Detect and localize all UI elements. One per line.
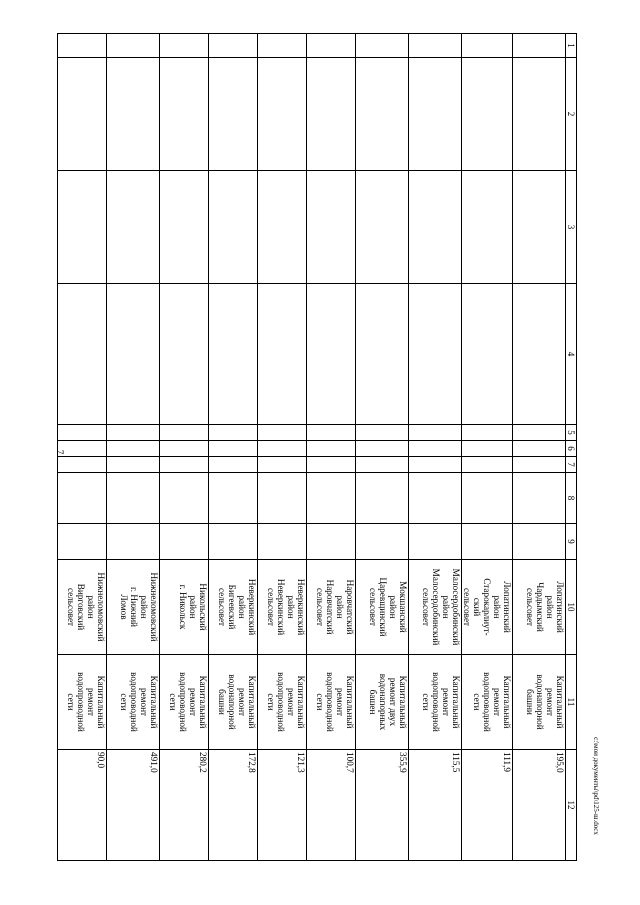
empty-cell bbox=[58, 171, 107, 284]
empty-cell bbox=[513, 34, 566, 58]
page-number-text: 7 bbox=[55, 449, 65, 455]
empty-cell bbox=[209, 284, 258, 425]
empty-cell bbox=[356, 441, 409, 457]
work-cell: Капитальный ремонт водопроводной сети bbox=[58, 655, 107, 750]
amount-cell: 90,0 bbox=[58, 750, 107, 861]
amount-cell: 491,0 bbox=[107, 750, 160, 861]
empty-cell bbox=[258, 58, 307, 171]
district-cell: Неверкинский район Бигеевский сельсовет bbox=[209, 560, 258, 655]
empty-cell bbox=[160, 524, 209, 560]
header-cell: 4 bbox=[566, 284, 577, 425]
empty-cell bbox=[160, 473, 209, 524]
table-row bbox=[356, 34, 409, 861]
empty-cell bbox=[513, 473, 566, 524]
table-body bbox=[58, 34, 577, 861]
empty-cell bbox=[513, 58, 566, 171]
empty-cell bbox=[160, 171, 209, 284]
funding-table bbox=[57, 33, 577, 861]
empty-cell bbox=[409, 284, 462, 425]
empty-cell bbox=[107, 457, 160, 473]
table-row bbox=[462, 34, 513, 861]
empty-cell bbox=[307, 171, 356, 284]
amount-cell: 195,0 bbox=[513, 750, 566, 861]
amount-cell: 280,2 bbox=[160, 750, 209, 861]
work-cell: Капитальный ремонт водопроводной сети bbox=[307, 655, 356, 750]
empty-cell bbox=[258, 441, 307, 457]
header-cell: 11 bbox=[566, 655, 577, 750]
empty-cell bbox=[356, 58, 409, 171]
empty-cell bbox=[209, 441, 258, 457]
empty-cell bbox=[513, 425, 566, 441]
empty-cell bbox=[160, 425, 209, 441]
header-cell: 5 bbox=[566, 425, 577, 441]
header-cell: 2 bbox=[566, 58, 577, 171]
empty-cell bbox=[307, 524, 356, 560]
empty-cell bbox=[160, 284, 209, 425]
empty-cell bbox=[307, 34, 356, 58]
empty-cell bbox=[107, 524, 160, 560]
empty-cell bbox=[209, 425, 258, 441]
table-row bbox=[307, 34, 356, 861]
table-row bbox=[409, 34, 462, 861]
district-cell: Неверкинский район Неверкинский сельсовет bbox=[258, 560, 307, 655]
empty-cell bbox=[307, 284, 356, 425]
work-cell: Капитальный ремонт водопроводной сети bbox=[409, 655, 462, 750]
work-cell: Капитальный ремонт водопроводной сети bbox=[258, 655, 307, 750]
work-cell: Капитальный ремонт водопроводной сети bbox=[462, 655, 513, 750]
district-cell: Лопатинский район Старокарлиут- ский сельсовет bbox=[462, 560, 513, 655]
empty-cell bbox=[513, 457, 566, 473]
district-cell: Нижнеломовский район Вирговский сельсовет bbox=[58, 560, 107, 655]
empty-cell bbox=[258, 34, 307, 58]
empty-cell bbox=[107, 171, 160, 284]
work-cell: Капитальный ремонт водонапорной башни bbox=[209, 655, 258, 750]
empty-cell bbox=[462, 457, 513, 473]
empty-cell bbox=[462, 34, 513, 58]
empty-cell bbox=[462, 441, 513, 457]
header-cell: 10 bbox=[566, 560, 577, 655]
district-cell: Нижнеломовский район г. Нижний Ломов bbox=[107, 560, 160, 655]
header-cell: 9 bbox=[566, 524, 577, 560]
empty-cell bbox=[107, 425, 160, 441]
amount-cell: 115,5 bbox=[409, 750, 462, 861]
empty-cell bbox=[462, 171, 513, 284]
empty-cell bbox=[58, 284, 107, 425]
empty-cell bbox=[356, 284, 409, 425]
empty-cell bbox=[209, 457, 258, 473]
empty-cell bbox=[209, 473, 258, 524]
empty-cell bbox=[258, 171, 307, 284]
empty-cell bbox=[462, 425, 513, 441]
district-cell: Никольский район г. Никольск bbox=[160, 560, 209, 655]
empty-cell bbox=[107, 473, 160, 524]
empty-cell bbox=[356, 473, 409, 524]
amount-cell: 172,8 bbox=[209, 750, 258, 861]
empty-cell bbox=[58, 524, 107, 560]
work-cell: Капитальный ремонт водонапорной башни bbox=[513, 655, 566, 750]
empty-cell bbox=[58, 58, 107, 171]
empty-cell bbox=[107, 58, 160, 171]
empty-cell bbox=[160, 441, 209, 457]
work-cell: Капитальный ремонт водопроводной сети bbox=[160, 655, 209, 750]
empty-cell bbox=[58, 473, 107, 524]
empty-cell bbox=[462, 58, 513, 171]
empty-cell bbox=[258, 457, 307, 473]
amount-cell: 121,3 bbox=[258, 750, 307, 861]
work-cell: Капитальный ремонт двух водонапорных башен bbox=[356, 655, 409, 750]
header-row bbox=[566, 34, 577, 861]
table-row bbox=[160, 34, 209, 861]
work-cell: Капитальный ремонт водопроводной сети bbox=[107, 655, 160, 750]
empty-cell bbox=[409, 58, 462, 171]
empty-cell bbox=[513, 441, 566, 457]
empty-cell bbox=[209, 524, 258, 560]
empty-cell bbox=[409, 425, 462, 441]
empty-cell bbox=[513, 284, 566, 425]
empty-cell bbox=[462, 284, 513, 425]
empty-cell bbox=[160, 58, 209, 171]
empty-cell bbox=[307, 58, 356, 171]
header-cell: 7 bbox=[566, 457, 577, 473]
header-cell: 3 bbox=[566, 171, 577, 284]
empty-cell bbox=[58, 457, 107, 473]
empty-cell bbox=[107, 441, 160, 457]
empty-cell bbox=[513, 171, 566, 284]
empty-cell bbox=[356, 425, 409, 441]
table-row bbox=[58, 34, 107, 861]
header-cell: 8 bbox=[566, 473, 577, 524]
empty-cell bbox=[107, 34, 160, 58]
header-cell: 6 bbox=[566, 441, 577, 457]
empty-cell bbox=[209, 58, 258, 171]
district-cell: Наровчатский район Наровчатский сельсовет bbox=[307, 560, 356, 655]
empty-cell bbox=[307, 473, 356, 524]
amount-cell: 111,9 bbox=[462, 750, 513, 861]
empty-cell bbox=[356, 524, 409, 560]
table-row bbox=[258, 34, 307, 861]
table-row bbox=[107, 34, 160, 861]
header-cell: 12 bbox=[566, 750, 577, 861]
rotated-table-viewport bbox=[66, 33, 577, 860]
empty-cell bbox=[409, 441, 462, 457]
empty-cell bbox=[258, 284, 307, 425]
footer-file-path-text: c:\мои документы\pd\125-ш.docx bbox=[592, 737, 600, 835]
table-row bbox=[209, 34, 258, 861]
empty-cell bbox=[356, 171, 409, 284]
empty-cell bbox=[462, 473, 513, 524]
empty-cell bbox=[409, 34, 462, 58]
empty-cell bbox=[307, 441, 356, 457]
empty-cell bbox=[58, 441, 107, 457]
empty-cell bbox=[107, 284, 160, 425]
table-row bbox=[513, 34, 566, 861]
empty-cell bbox=[356, 34, 409, 58]
empty-cell bbox=[307, 425, 356, 441]
empty-cell bbox=[356, 457, 409, 473]
amount-cell: 355,9 bbox=[356, 750, 409, 861]
amount-cell: 100,7 bbox=[307, 750, 356, 861]
empty-cell bbox=[513, 524, 566, 560]
empty-cell bbox=[209, 171, 258, 284]
empty-cell bbox=[409, 457, 462, 473]
district-cell: Малосердобинский район Малосердобинский сельсовет bbox=[409, 560, 462, 655]
empty-cell bbox=[160, 457, 209, 473]
empty-cell bbox=[58, 34, 107, 58]
empty-cell bbox=[409, 171, 462, 284]
empty-cell bbox=[209, 34, 258, 58]
empty-cell bbox=[307, 457, 356, 473]
empty-cell bbox=[258, 473, 307, 524]
empty-cell bbox=[258, 425, 307, 441]
empty-cell bbox=[160, 34, 209, 58]
empty-cell bbox=[58, 425, 107, 441]
empty-cell bbox=[409, 473, 462, 524]
empty-cell bbox=[462, 524, 513, 560]
district-cell: Лопатинский район Чардымский сельсовет bbox=[513, 560, 566, 655]
empty-cell bbox=[409, 524, 462, 560]
header-cell: 1 bbox=[566, 34, 577, 58]
district-cell: Мокшанский район Царевщинский сельсовет bbox=[356, 560, 409, 655]
empty-cell bbox=[258, 524, 307, 560]
